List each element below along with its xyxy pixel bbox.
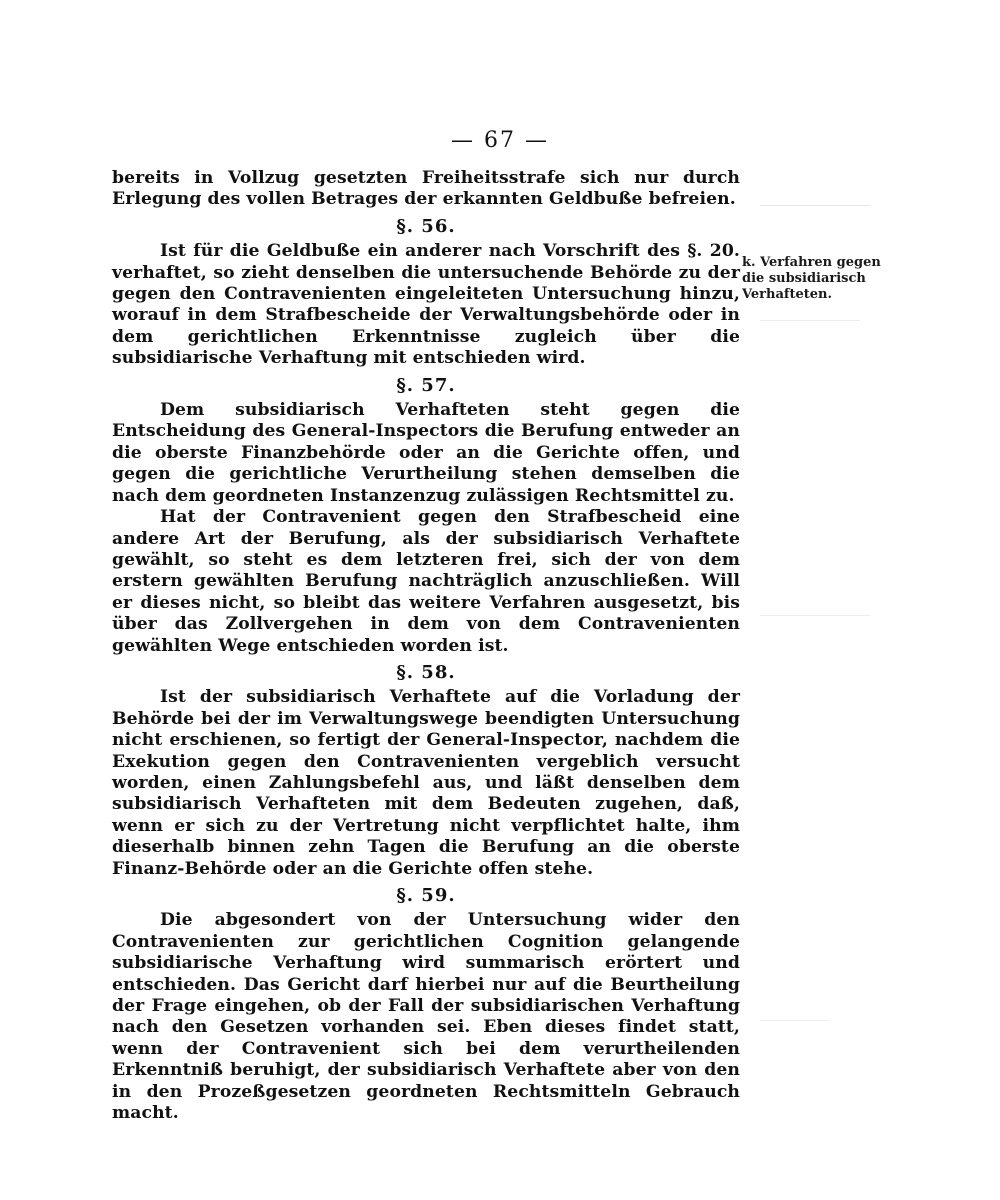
bleed-through	[760, 615, 870, 766]
paragraph: Die abgesondert von der Untersuchung wider den Contravenienten zur gerichtlichen Cognition gelangende subsidiarische Verhaftung wird summarisch erörtert und entschieden. Das Gericht darf hierbei nur auf die Beurtheilung der Frage eingehen, ob der Fall der subsidiarischen Verhaftung nach den Gesetzen vorhanden sei. Eben dieses findet statt, wenn der Contravenient sich bei dem verurtheilenden Erkenntniß beruhigt, der subsidiarisch Verhaftete aber von den in den Prozeßgesetzen geordneten Rechtsmitteln Gebrauch macht.	[112, 910, 740, 1124]
marginal-note-letter: k.	[742, 255, 756, 270]
main-text	[112, 168, 740, 1124]
section-heading: §. 57.	[396, 374, 456, 396]
paragraph: Hat der Contravenient gegen den Strafbescheid eine andere Art der Berufung, als der subsidiarisch Verhaftete gewählt, so steht es dem letzteren frei, sich der von dem erstern gewählten Berufung nachträglich anzuschließen. Will er dieses nicht, so bleibt das weitere Verfahren ausgesetzt, bis über das Zollvergehen in dem von dem Contravenienten gewählten Wege entschieden worden ist.	[112, 507, 740, 656]
paragraph: Ist für die Geldbuße ein anderer nach Vorschrift des §. 20. verhaftet, so zieht denselben die untersuchende Behörde zu der gegen den Contravenienten eingeleiteten Untersuchung hinzu, worauf in dem Strafbescheide der Verwaltungsbehörde oder in dem gerichtlichen Erkenntnisse zugleich über die subsidiarische Verhaftung mit entschieden wird.	[112, 241, 740, 369]
section-heading: §. 59.	[396, 885, 456, 906]
section-heading: §. 58.	[396, 661, 456, 683]
page-number: — 67 —	[451, 128, 549, 153]
section-heading: §. 56.	[396, 215, 456, 237]
bleed-through	[760, 1020, 830, 1051]
paragraph: bereits in Vollzug gesetzten Freiheitsstrafe sich nur durch Erlegung des vollen Betrages der erkannten Geldbuße befreien.	[112, 168, 740, 210]
bleed-through	[760, 205, 870, 246]
paragraph: Dem subsidiarisch Verhafteten steht gegen die Entscheidung des General-Inspectors die Berufung entweder an die oberste Finanzbehörde oder an die Gerichte offen, und gegen die gerichtliche Verurtheilung stehen demselben die nach dem geordneten Instanzenzug zulässigen Rechtsmittel zu.	[112, 400, 740, 506]
bleed-through	[760, 320, 860, 357]
marginal-note-text: Verfahren gegen die subsidiarisch Verhafteten.	[742, 255, 881, 302]
paragraph: Ist der subsidiarisch Verhaftete auf die Vorladung der Behörde bei der im Verwaltungswege beendigten Untersuchung nicht erschienen, so fertigt der General-Inspector, nachdem die Exekution gegen den Contravenienten vergeblich versucht worden, einen Zahlungsbefehl aus, und läßt denselben dem subsidiarisch Verhafteten mit dem Bedeuten zugehen, daß, wenn er sich zu der Vertretung nicht verpflichtet halte, ihm dieserhalb binnen zehn Tagen die Berufung an die oberste Finanz-Behörde oder an die Gerichte offen stehe.	[112, 687, 740, 879]
marginal-note	[742, 255, 892, 303]
